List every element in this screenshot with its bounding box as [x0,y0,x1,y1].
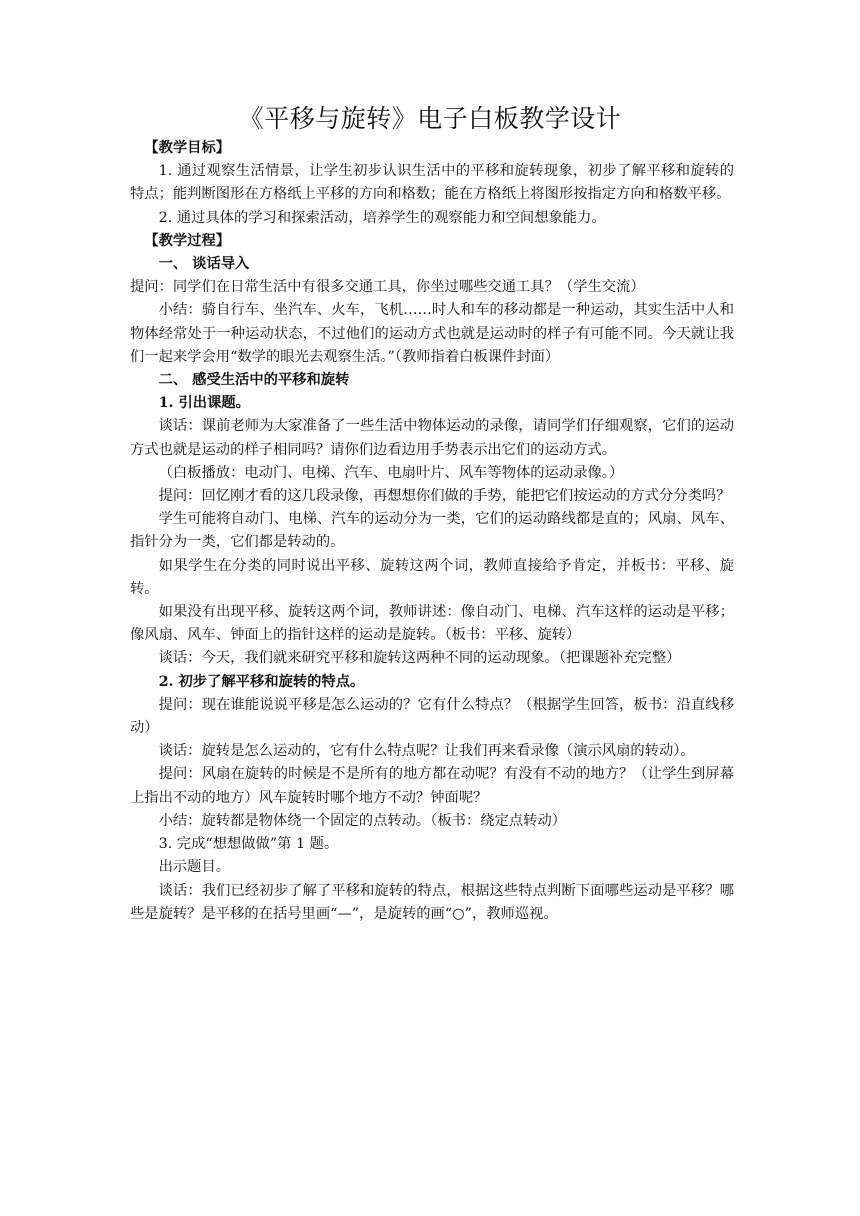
paragraph: 出示题目。 [158,859,231,876]
paragraph: 学生可能将自动门、电梯、汽车的运动分为一类，它们的运动路线都是直的；风扇、风车、指针分为一类，它们都是转动的。 [130,511,734,551]
paragraph: 提问：现在谁能说说平移是怎么运动的？它有什么特点？（根据学生回答，板书：沿直线移动） [130,696,734,737]
document-title: 《平移与旋转》电子白板教学设计 [238,104,622,133]
paragraph: 2. 通过具体的学习和探索活动，培养学生的观察能力和空间想象能力。 [158,209,606,226]
paragraph: 谈话：旋转是怎么运动的，它有什么特点呢？让我们再来看录像（演示风扇的转动）。 [158,743,695,760]
section-heading: 1. 引出课题。 [158,395,250,412]
paragraph: 如果学生在分类的同时说出平移、旋转这两个词，教师直接给予肯定，并板书：平移、旋转。 [130,557,734,597]
paragraph: 如果没有出现平移、旋转这两个词，教师讲述：像自动门、电梯、汽车这样的运动是平移；像风扇、风车、钟面上的指针这样的运动是旋转。（板书：平移、旋转） [130,604,734,644]
paragraph: 谈话：我们已经初步了解了平移和旋转的特点，根据这些特点判断下面哪些运动是平移？哪些是旋转？是平移的在括号里画“—”，是旋转的画“○”，教师巡视。 [130,882,734,922]
paragraph: 小结：骑自行车、坐汽车、火车，飞机……时人和车的移动都是一种运动，其实生活中人和物体经常处于一种运动状态，不过他们的运动方式也就是运动时的样子有可能不同。今天就让我们一起来学会用“数学的眼光去观察生活。”（教师指着白板课件封面） [130,302,734,365]
paragraph: （白板播放：电动门、电梯、汽车、电扇叶片、风车等物体的运动录像。） [158,464,624,481]
paragraph: 1. 通过观察生活情景，让学生初步认识生活中的平移和旋转现象，初步了解平移和旋转的特点；能判断图形在方格纸上平移的方向和格数；能在方格纸上将图形按指定方向和格数平移。 [130,163,734,203]
section-heading: 【教学过程】 [144,232,231,249]
paragraph: 谈话：今天，我们就来研究平移和旋转这两种不同的运动现象。（把课题补充完整） [158,650,681,667]
paragraph: 提问：回忆刚才看的这几段录像，再想想你们做的手势，能把它们按运动的方式分分类吗？ [158,488,731,505]
paragraph: 提问：风扇在旋转的时候是不是所有的地方都在动呢？有没有不动的地方？（让学生到屏幕上指出不动的地方）风车旋转时哪个地方不动？钟面呢？ [130,766,734,806]
section-heading: 2. 初步了解平移和旋转的特点。 [158,673,365,690]
section-heading: 二、 感受生活中的平移和旋转 [158,372,350,389]
section-heading: 【教学目标】 [144,140,231,156]
paragraph: 提问：同学们在日常生活中有很多交通工具，你坐过哪些交通工具？（学生交流） [130,279,645,296]
paragraph: 小结：旋转都是物体绕一个固定的点转动。（板书：绕定点转动） [158,812,567,829]
paragraph: 谈话：课前老师为大家准备了一些生活中物体运动的录像，请同学们仔细观察，它们的运动方式也就是运动的样子相同吗？请你们边看边用手势表示出它们的运动方式。 [130,418,734,458]
paragraph: 3. 完成“想想做做”第 1 题。 [158,836,339,853]
document-body [130,137,734,926]
section-heading: 一、 谈话导入 [158,256,250,273]
